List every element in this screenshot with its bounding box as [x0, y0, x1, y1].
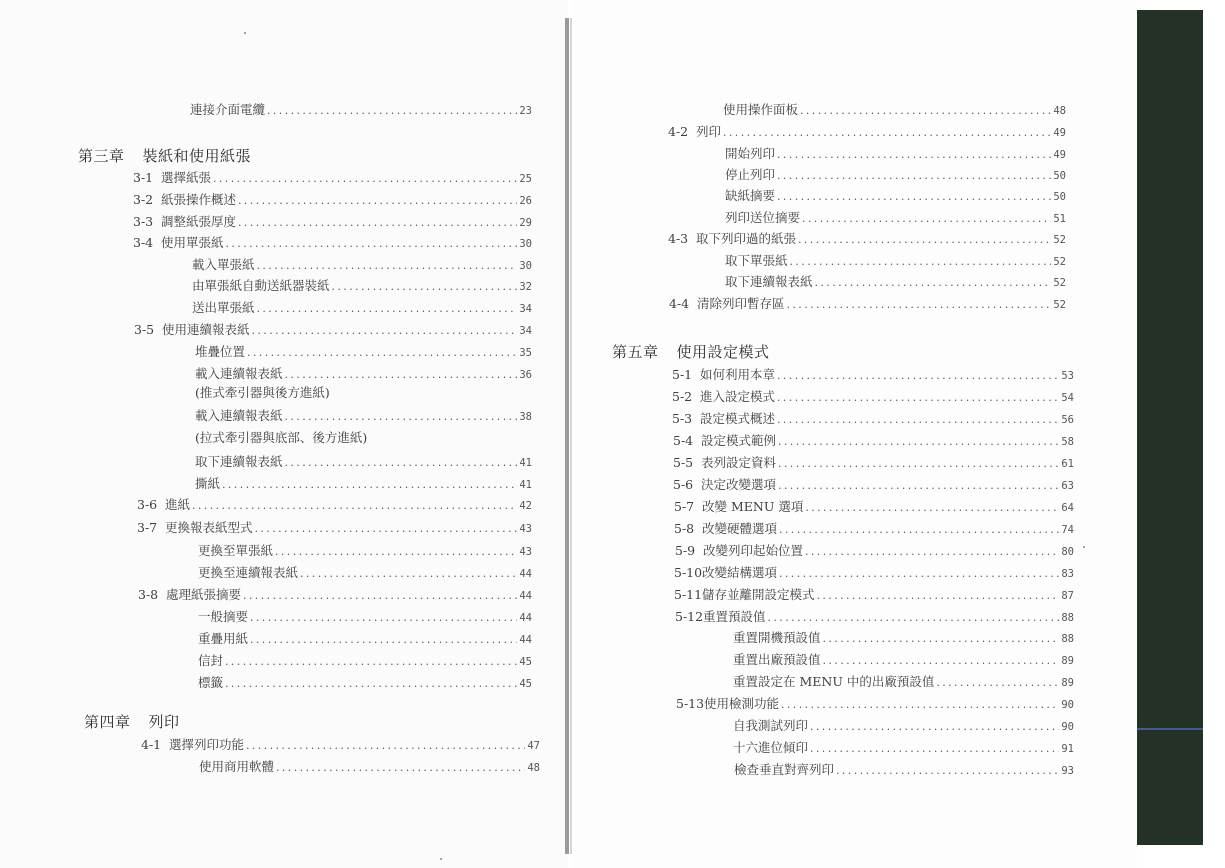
toc-entry-title: 更換報表紙型式 — [165, 520, 253, 535]
toc-entry[interactable] — [192, 298, 532, 316]
toc-entry[interactable] — [195, 406, 532, 424]
toc-entry[interactable] — [675, 607, 1074, 625]
toc-entry[interactable] — [733, 716, 1074, 734]
toc-entry-number: 5-2 — [672, 389, 693, 404]
toc-entry-page: 34 — [519, 303, 532, 315]
toc-leader-dots — [810, 742, 1059, 755]
toc-entry[interactable] — [137, 518, 532, 536]
toc-entry[interactable] — [673, 475, 1074, 493]
toc-entry-number: 5-9 — [675, 543, 696, 558]
toc-leader-dots — [275, 545, 517, 558]
toc-entry-page: 47 — [527, 740, 540, 752]
toc-entry-page: 48 — [527, 762, 540, 774]
toc-entry-number: 5-10 — [674, 565, 703, 580]
toc-entry[interactable] — [133, 190, 532, 208]
toc-leader-dots — [778, 435, 1059, 448]
toc-entry-page: 35 — [519, 347, 532, 359]
toc-entry[interactable] — [725, 208, 1066, 226]
toc-entry-title: 列印 — [696, 124, 722, 139]
toc-leader-dots — [815, 276, 1052, 289]
toc-entry-page: 26 — [519, 195, 532, 207]
toc-entry-number: 3-2 — [133, 192, 154, 207]
toc-entry-title: 標籤 — [198, 675, 224, 690]
toc-entry-page: 41 — [519, 479, 532, 491]
toc-entry[interactable] — [733, 738, 1074, 756]
toc-leader-dots — [226, 237, 518, 250]
toc-entry-page: 83 — [1061, 568, 1074, 580]
toc-entry-number: 3-3 — [133, 214, 154, 229]
chapter-title: 裝紙和使用紙張 — [142, 147, 252, 165]
toc-leader-dots — [768, 611, 1060, 624]
toc-entry-title: 列印送位摘要 — [725, 210, 801, 225]
scan-margin — [1203, 0, 1225, 868]
toc-entry[interactable] — [133, 168, 532, 186]
toc-entry-title: 堆疊位置 — [195, 344, 246, 359]
toc-entry-page: 44 — [519, 568, 532, 580]
chapter-number: 第三章 — [78, 147, 125, 165]
toc-entry-page: 43 — [519, 546, 532, 558]
toc-entry-page: 50 — [1053, 170, 1066, 182]
toc-entry-page: 88 — [1061, 633, 1074, 645]
toc-entry-page: 91 — [1061, 743, 1074, 755]
toc-leader-dots — [222, 478, 517, 491]
toc-entry-number: 3-7 — [137, 520, 158, 535]
chapter-heading — [612, 341, 770, 362]
toc-entry-title: 重置出廠預設值 — [733, 652, 821, 667]
toc-entry[interactable] — [198, 629, 532, 647]
toc-entry-page: 64 — [1061, 502, 1074, 514]
chapter-number: 第五章 — [612, 343, 659, 361]
scan-edge-line — [1137, 728, 1203, 730]
toc-entry-page: 61 — [1061, 458, 1074, 470]
toc-entry-page: 49 — [1053, 149, 1066, 161]
toc-entry-page: 44 — [519, 612, 532, 624]
toc-entry[interactable] — [668, 229, 1066, 247]
toc-entry[interactable] — [198, 541, 532, 559]
toc-entry-title: 停止列印 — [725, 167, 776, 182]
toc-entry[interactable] — [675, 541, 1074, 559]
chapter-number: 第四章 — [84, 713, 131, 731]
toc-entry[interactable] — [674, 563, 1074, 581]
toc-entry[interactable] — [674, 585, 1074, 603]
toc-leader-dots — [285, 368, 518, 381]
toc-entry-title: 處理紙張摘要 — [166, 587, 242, 602]
toc-leader-dots — [790, 255, 1052, 268]
toc-entry-page: 44 — [519, 590, 532, 602]
toc-leader-dots — [225, 655, 517, 668]
toc-entry-title: 改變 MENU 選項 — [702, 499, 804, 514]
toc-note: (拉式牽引器與底部、後方進紙) — [195, 430, 368, 445]
toc-leader-dots — [285, 410, 518, 423]
toc-leader-dots — [823, 632, 1060, 645]
toc-entry-title: 載入連續報表紙 — [195, 366, 283, 381]
toc-entry-title: 重置設定在 MENU 中的出廠預設值 — [733, 674, 935, 689]
toc-entry-page: 93 — [1061, 765, 1074, 777]
toc-leader-dots — [723, 126, 1051, 139]
toc-entry[interactable] — [672, 409, 1074, 427]
toc-leader-dots — [243, 589, 517, 602]
toc-entry-title: 表列設定資料 — [701, 455, 777, 470]
toc-entry-title: 選擇紙張 — [161, 170, 212, 185]
toc-entry-page: 30 — [519, 260, 532, 272]
toc-leader-dots — [777, 413, 1059, 426]
toc-entry-page: 74 — [1061, 524, 1074, 536]
toc-entry-page: 90 — [1061, 721, 1074, 733]
toc-entry-number: 5-1 — [672, 367, 693, 382]
toc-leader-dots — [800, 104, 1051, 117]
chapter-title: 列印 — [148, 713, 180, 731]
toc-entry-title: 如何利用本章 — [700, 367, 776, 382]
toc-leader-dots — [817, 589, 1060, 602]
toc-entry-page: 58 — [1061, 436, 1074, 448]
toc-entry-number: 5-6 — [673, 477, 694, 492]
toc-entry[interactable] — [723, 100, 1066, 118]
toc-entry-number: 5-4 — [673, 433, 694, 448]
chapter-heading — [84, 711, 180, 732]
toc-entry-number: 5-8 — [674, 521, 695, 536]
toc-entry[interactable] — [725, 144, 1066, 162]
toc-entry[interactable] — [733, 650, 1074, 668]
toc-entry-number: 5-7 — [674, 499, 695, 514]
toc-entry-number: 4-2 — [668, 124, 689, 139]
toc-entry-page: 87 — [1061, 590, 1074, 602]
toc-entry[interactable] — [725, 165, 1066, 183]
toc-entry-number: 4-1 — [141, 737, 162, 752]
toc-entry-title: 使用單張紙 — [161, 235, 224, 250]
scan-speck — [1083, 546, 1085, 548]
toc-entry-title: 使用連續報表紙 — [162, 322, 250, 337]
toc-entry-title: 儲存並離開設定模式 — [702, 587, 815, 602]
toc-entry-title: 進入設定模式 — [700, 389, 776, 404]
toc-entry[interactable] — [192, 276, 532, 294]
toc-entry-title: 更換至單張紙 — [198, 543, 274, 558]
toc-entry[interactable] — [668, 122, 1066, 140]
toc-entry-page: 49 — [1053, 127, 1066, 139]
toc-entry[interactable] — [133, 212, 532, 230]
toc-leader-dots — [779, 567, 1059, 580]
toc-entry-page: 48 — [1053, 105, 1066, 117]
toc-entry[interactable] — [733, 628, 1074, 646]
toc-leader-dots — [802, 212, 1051, 225]
toc-leader-dots — [777, 169, 1051, 182]
toc-entry[interactable] — [725, 272, 1066, 290]
toc-entry-title: 十六進位傾印 — [733, 740, 809, 755]
toc-entry-page: 53 — [1061, 370, 1074, 382]
toc-entry-title: 重疊用紙 — [198, 631, 249, 646]
toc-entry-title: 使用檢測功能 — [704, 696, 780, 711]
toc-entry-number: 5-13 — [676, 696, 705, 711]
toc-leader-dots — [779, 523, 1059, 536]
toc-entry-number: 5-12 — [675, 609, 704, 624]
toc-entry[interactable] — [673, 453, 1074, 471]
toc-entry-page: 42 — [519, 500, 532, 512]
toc-leader-dots — [250, 633, 517, 646]
chapter-heading — [78, 145, 251, 166]
toc-entry-page: 23 — [519, 105, 532, 117]
toc-entry-number: 3-5 — [134, 322, 155, 337]
toc-entry[interactable] — [192, 255, 532, 273]
toc-entry-title: 一般摘要 — [198, 609, 249, 624]
scan-speck — [244, 32, 246, 34]
toc-entry-title: 連接介面電纜 — [190, 102, 266, 117]
toc-entry-title: 重置開機預設值 — [733, 630, 821, 645]
toc-entry-page: 63 — [1061, 480, 1074, 492]
toc-entry-page: 89 — [1061, 655, 1074, 667]
toc-leader-dots — [836, 764, 1059, 777]
toc-entry-title: 送出單張紙 — [192, 300, 255, 315]
toc-leader-dots — [777, 391, 1059, 404]
toc-entry-number: 3-6 — [137, 497, 158, 512]
toc-entry-number: 3-8 — [138, 587, 159, 602]
toc-entry-page: 80 — [1061, 546, 1074, 558]
toc-entry-title: 使用商用軟體 — [199, 759, 275, 774]
toc-entry-title: 開始列印 — [725, 146, 776, 161]
toc-entry-page: 45 — [519, 678, 532, 690]
toc-entry[interactable] — [676, 694, 1074, 712]
toc-entry-number: 4-4 — [669, 296, 690, 311]
toc-entry-number: 3-1 — [133, 170, 154, 185]
toc-entry-title: 撕紙 — [195, 476, 221, 491]
toc-entry[interactable] — [133, 233, 532, 251]
toc-entry-title: 清除列印暫存區 — [697, 296, 785, 311]
toc-entry-page: 89 — [1061, 677, 1074, 689]
toc-entry[interactable] — [141, 735, 540, 753]
toc-entry-page: 56 — [1061, 414, 1074, 426]
toc-leader-dots — [238, 194, 517, 207]
toc-entry[interactable] — [190, 100, 532, 118]
toc-entry[interactable] — [725, 251, 1066, 269]
toc-entry[interactable] — [134, 320, 532, 338]
toc-entry-title: 設定模式概述 — [700, 411, 776, 426]
toc-entry-title: 缺紙摘要 — [725, 188, 776, 203]
toc-entry-page: 38 — [519, 411, 532, 423]
toc-leader-dots — [805, 545, 1059, 558]
toc-entry-title: 載入單張紙 — [192, 257, 255, 272]
toc-entry-title: 更換至連續報表紙 — [198, 565, 299, 580]
toc-entry-title: 取下列印過的紙張 — [696, 231, 797, 246]
toc-entry-page: 52 — [1053, 277, 1066, 289]
book-gutter-shadow — [570, 18, 572, 854]
toc-entry[interactable] — [672, 365, 1074, 383]
toc-entry[interactable] — [195, 364, 532, 382]
toc-entry-title: 取下單張紙 — [725, 253, 788, 268]
toc-entry-number: 4-3 — [668, 231, 689, 246]
toc-leader-dots — [332, 280, 518, 293]
toc-entry[interactable] — [199, 757, 540, 775]
toc-entry-page: 45 — [519, 656, 532, 668]
toc-entry-title: 自我測試列印 — [733, 718, 809, 733]
toc-entry-page: 30 — [519, 238, 532, 250]
toc-entry-page: 32 — [519, 281, 532, 293]
toc-entry[interactable] — [198, 563, 532, 581]
toc-leader-dots — [798, 233, 1051, 246]
toc-note: (推式牽引器與後方進紙) — [195, 385, 330, 400]
toc-entry-title: 設定模式範例 — [701, 433, 777, 448]
toc-entry-page: 34 — [519, 325, 532, 337]
toc-leader-dots — [267, 104, 517, 117]
toc-entry[interactable] — [674, 519, 1074, 537]
toc-entry[interactable] — [198, 607, 532, 625]
toc-leader-dots — [810, 720, 1059, 733]
toc-leader-dots — [285, 456, 518, 469]
toc-entry[interactable] — [669, 294, 1066, 312]
toc-entry-title: 取下連續報表紙 — [195, 454, 283, 469]
toc-entry-title: 取下連續報表紙 — [725, 274, 813, 289]
toc-entry-page: 54 — [1061, 392, 1074, 404]
toc-entry[interactable] — [195, 452, 532, 470]
toc-entry-title: 改變結構選項 — [702, 565, 778, 580]
toc-entry-page: 41 — [519, 457, 532, 469]
toc-leader-dots — [246, 739, 525, 752]
toc-entry[interactable] — [137, 495, 532, 513]
scan-speck — [440, 858, 442, 860]
toc-entry-page: 52 — [1053, 256, 1066, 268]
toc-leader-dots — [213, 172, 517, 185]
toc-leader-dots — [787, 298, 1052, 311]
toc-entry-title: 信封 — [198, 653, 224, 668]
toc-leader-dots — [778, 479, 1059, 492]
toc-entry[interactable] — [198, 673, 532, 691]
toc-leader-dots — [192, 499, 517, 512]
toc-entry[interactable] — [673, 431, 1074, 449]
toc-entry-title: 改變列印起始位置 — [703, 543, 804, 558]
toc-entry-page: 52 — [1053, 234, 1066, 246]
toc-leader-dots — [225, 677, 517, 690]
toc-entry[interactable] — [138, 585, 532, 603]
chapter-title: 使用設定模式 — [676, 343, 770, 361]
scan-edge-bar — [1137, 10, 1203, 845]
toc-leader-dots — [778, 457, 1059, 470]
toc-entry-title: 載入連續報表紙 — [195, 408, 283, 423]
toc-entry[interactable] — [195, 474, 532, 492]
toc-entry[interactable] — [198, 651, 532, 669]
toc-entry-title: 重置預設值 — [703, 609, 766, 624]
toc-entry[interactable] — [195, 342, 532, 360]
toc-entry-number: 5-3 — [672, 411, 693, 426]
toc-entry-title: 調整紙張厚度 — [161, 214, 237, 229]
toc-leader-dots — [276, 761, 525, 774]
toc-leader-dots — [238, 216, 517, 229]
toc-entry-page: 25 — [519, 173, 532, 185]
toc-entry-title: 改變硬體選項 — [702, 521, 778, 536]
toc-leader-dots — [250, 611, 517, 624]
toc-leader-dots — [777, 148, 1051, 161]
toc-entry-page: 43 — [519, 523, 532, 535]
toc-leader-dots — [823, 654, 1060, 667]
toc-entry-page: 52 — [1053, 299, 1066, 311]
toc-entry-title: 決定改變選項 — [701, 477, 777, 492]
book-gutter — [565, 18, 569, 854]
toc-leader-dots — [300, 567, 517, 580]
toc-entry[interactable] — [674, 497, 1074, 515]
toc-entry-number: 5-5 — [673, 455, 694, 470]
toc-entry-title: 使用操作面板 — [723, 102, 799, 117]
toc-leader-dots — [257, 302, 518, 315]
toc-entry-title: 進紙 — [165, 497, 191, 512]
toc-entry-page: 51 — [1053, 213, 1066, 225]
toc-leader-dots — [257, 259, 518, 272]
toc-entry-page: 90 — [1061, 699, 1074, 711]
toc-leader-dots — [805, 501, 1059, 514]
toc-leader-dots — [777, 190, 1051, 203]
toc-leader-dots — [247, 346, 517, 359]
toc-entry[interactable] — [733, 672, 1074, 690]
toc-leader-dots — [255, 522, 518, 535]
toc-entry-title: 紙張操作概述 — [161, 192, 237, 207]
toc-entry-number: 3-4 — [133, 235, 154, 250]
toc-leader-dots — [252, 324, 518, 337]
toc-entry-title: 由單張紙自動送紙器裝紙 — [192, 278, 330, 293]
toc-entry[interactable] — [725, 186, 1066, 204]
toc-entry-title: 檢查垂直對齊列印 — [734, 762, 835, 777]
toc-entry-page: 44 — [519, 634, 532, 646]
toc-entry-page: 36 — [519, 369, 532, 381]
toc-entry-number: 5-11 — [674, 587, 703, 602]
toc-entry-page: 29 — [519, 217, 532, 229]
toc-entry-page: 50 — [1053, 191, 1066, 203]
toc-entry[interactable] — [672, 387, 1074, 405]
toc-leader-dots — [777, 369, 1059, 382]
toc-entry[interactable] — [734, 760, 1074, 778]
toc-leader-dots — [936, 676, 1059, 689]
toc-entry-page: 88 — [1061, 612, 1074, 624]
toc-entry-title: 選擇列印功能 — [169, 737, 245, 752]
toc-leader-dots — [781, 698, 1059, 711]
